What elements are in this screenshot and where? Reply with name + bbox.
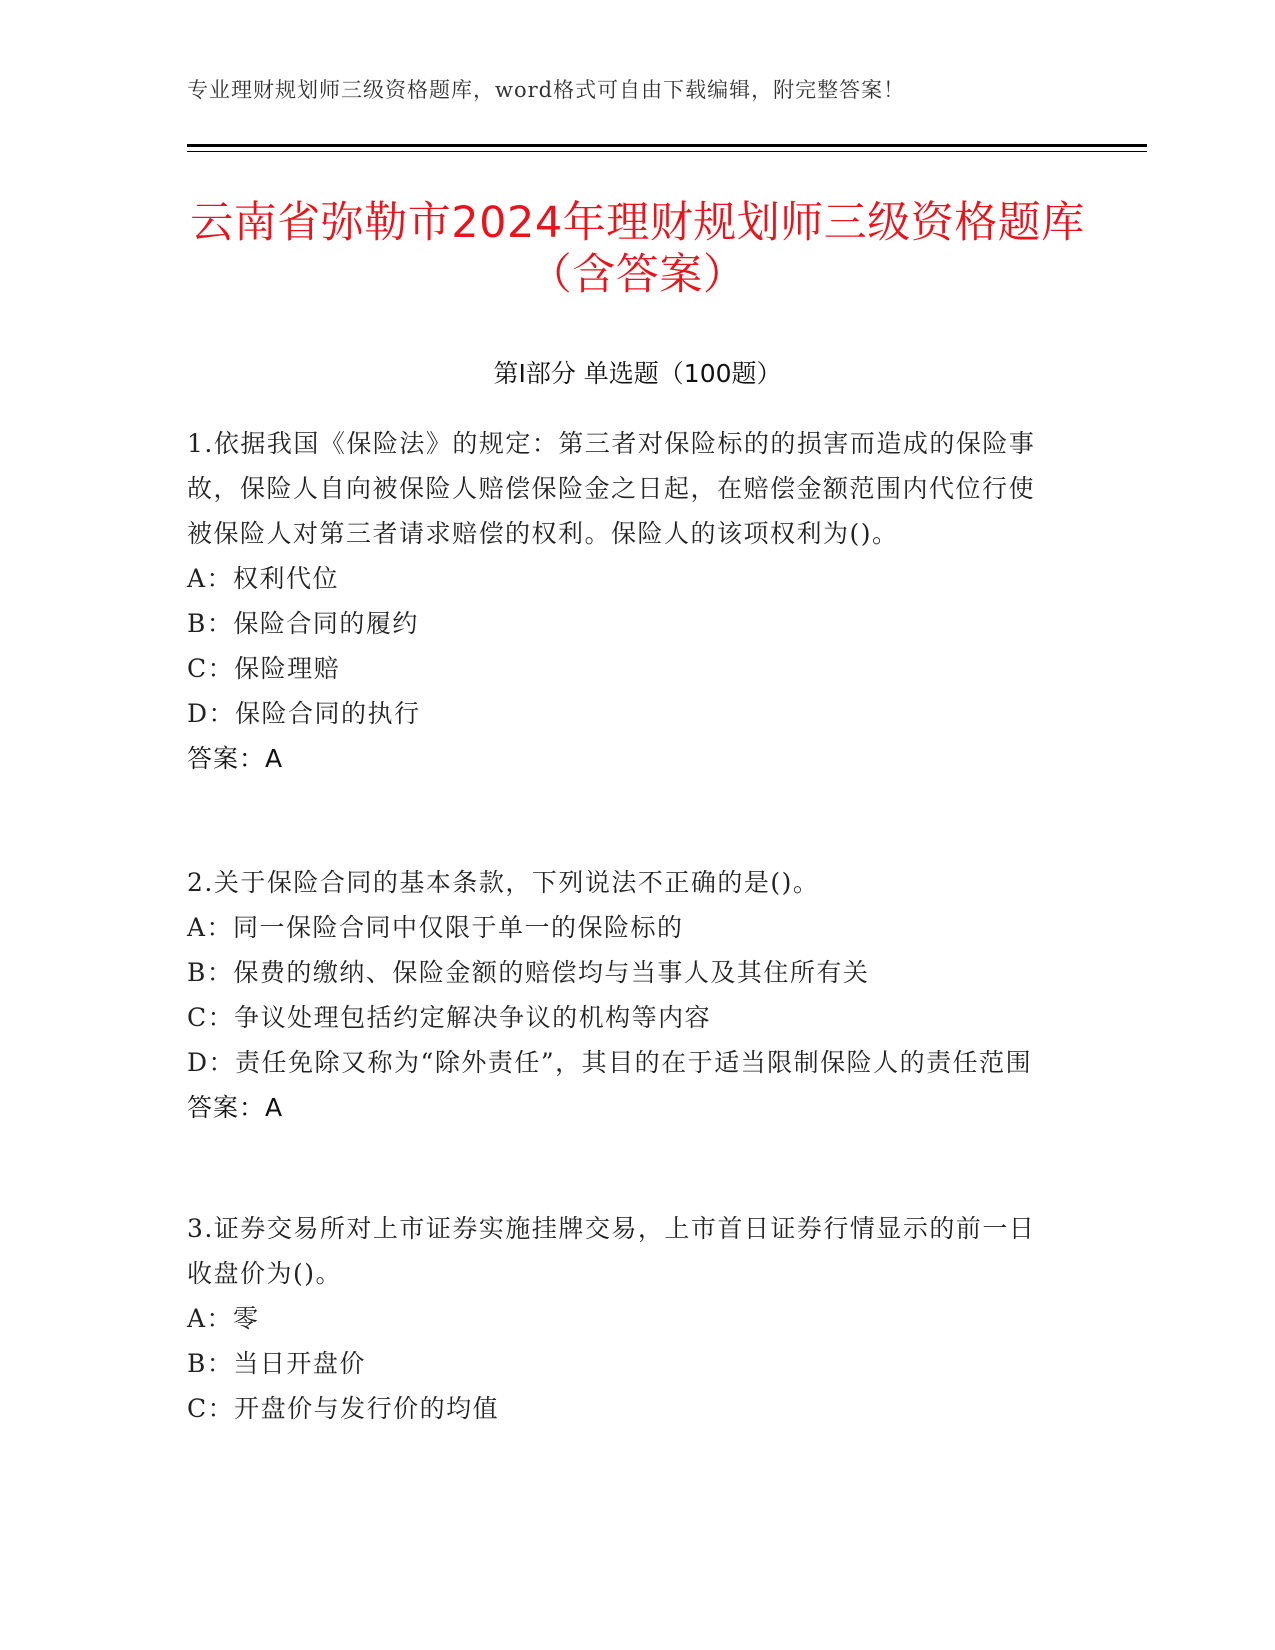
option-a: A：零 <box>187 1304 260 1333</box>
option-a: A：同一保险合同中仅限于单一的保险标的 <box>187 913 684 942</box>
section-title: 第Ⅰ部分 单选题（100题） <box>493 359 782 388</box>
document-title: 云南省弥勒市2024年理财规划师三级资格题库（含答案） <box>190 198 1085 300</box>
option-d: D：责任免除又称为“除外责任”，其目的在于适当限制保险人的责任范围 <box>187 1048 1033 1077</box>
option-b: B：保费的缴纳、保险金额的赔偿均与当事人及其住所有关 <box>187 958 870 987</box>
option-b: B：当日开盘价 <box>187 1349 366 1378</box>
option-b: B：保险合同的履约 <box>187 609 419 638</box>
question-stem: 2.关于保险合同的基本条款，下列说法不正确的是()。 <box>187 868 820 897</box>
option-c: C：开盘价与发行价的均值 <box>187 1394 500 1423</box>
option-c: C：保险理赔 <box>187 654 341 683</box>
question-1 <box>187 421 1057 781</box>
header-rule-thin <box>187 151 1147 152</box>
question-3 <box>187 1206 1057 1431</box>
option-c: C：争议处理包括约定解决争议的机构等内容 <box>187 1003 712 1032</box>
question-stem: 1.依据我国《保险法》的规定：第三者对保险标的的损害而造成的保险事故，保险人自向被保险人赔偿保险金之日起，在赔偿金额范围内代位行使被保险人对第三者请求赔偿的权利。保险人的该项权利为()。 <box>187 429 1036 548</box>
answer: 答案：A <box>187 1093 284 1122</box>
question-2 <box>187 860 1057 1130</box>
question-stem: 3.证券交易所对上市证券实施挂牌交易，上市首日证券行情显示的前一日收盘价为()。 <box>187 1214 1036 1288</box>
option-a: A：权利代位 <box>187 564 340 593</box>
header-note: 专业理财规划师三级资格题库，word格式可自由下载编辑，附完整答案！ <box>187 78 906 102</box>
header-rule-thick <box>187 144 1147 147</box>
answer: 答案：A <box>187 744 284 773</box>
option-d: D：保险合同的执行 <box>187 699 421 728</box>
